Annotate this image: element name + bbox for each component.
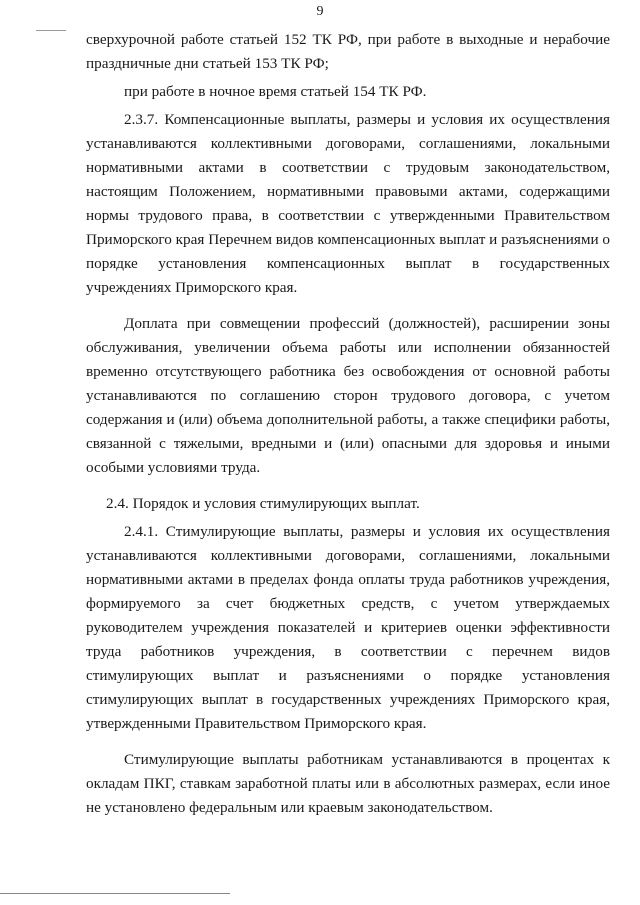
scan-corner-mark <box>36 30 66 31</box>
paragraph-overtime-continuation: сверхурочной работе статьей 152 ТК РФ, при работе в выходные и нерабочие праздничные дни статьей 153 ТК РФ; <box>86 31 610 72</box>
page-number: 9 <box>316 4 324 19</box>
paragraph-2-4-1: 2.4.1. Стимулирующие выплаты, размеры и условия их осуществления устанавливаются коллективными договорами, соглашениями, локальными нормативными актами в пределах фонда оплаты труда работников учреждения, формируемого за счет бюджетных средств, с учетом утверждаемых руководителем учреждения показателей и критериев оценки эффективности труда работников учреждения, в соответствии с перечнем видов стимулирующих выплат и разъяснениями о порядке установления стимулирующих выплат в государственных учреждениях Приморского края, утвержденными Правительством Приморского края. <box>86 523 610 732</box>
paragraph-night-work: при работе в ночное время статьей 154 ТК РФ. <box>124 83 427 100</box>
paragraph-stimulating-payments-percent: Стимулирующие выплаты работникам устанавливаются в процентах к окладам ПКГ, ставкам заработной платы или в абсолютных размерах, если иное не установлено федеральным или краевым законодательством. <box>86 751 610 816</box>
document-body <box>86 28 610 820</box>
section-heading-2-4: 2.4. Порядок и условия стимулирующих выплат. <box>106 495 420 512</box>
bottom-rule <box>0 893 230 894</box>
paragraph-2-3-7: 2.3.7. Компенсационные выплаты, размеры и условия их осуществления устанавливаются коллективными договорами, соглашениями, локальными нормативными актами в соответствии с трудовым законодательством, настоящим Положением, нормативными правовыми актами, содержащими нормы трудового права, в соответствии с утвержденными Правительством Приморского края Перечнем видов компенсационных выплат и разъяснениями о порядке установления компенсационных выплат в государственных учреждениях Приморского края. <box>86 111 610 296</box>
paragraph-combined-duties-pay: Доплата при совмещении профессий (должностей), расширении зоны обслуживания, увеличении объема работы или исполнении обязанностей временно отсутствующего работника без освобождения от основной работы устанавливаются по соглашению сторон трудового договора, с учетом содержания и (или) объема дополнительной работы, а также специфики работы, связанной с тяжелыми, вредными и (или) опасными для здоровья и иными особыми условиями труда. <box>86 315 610 476</box>
